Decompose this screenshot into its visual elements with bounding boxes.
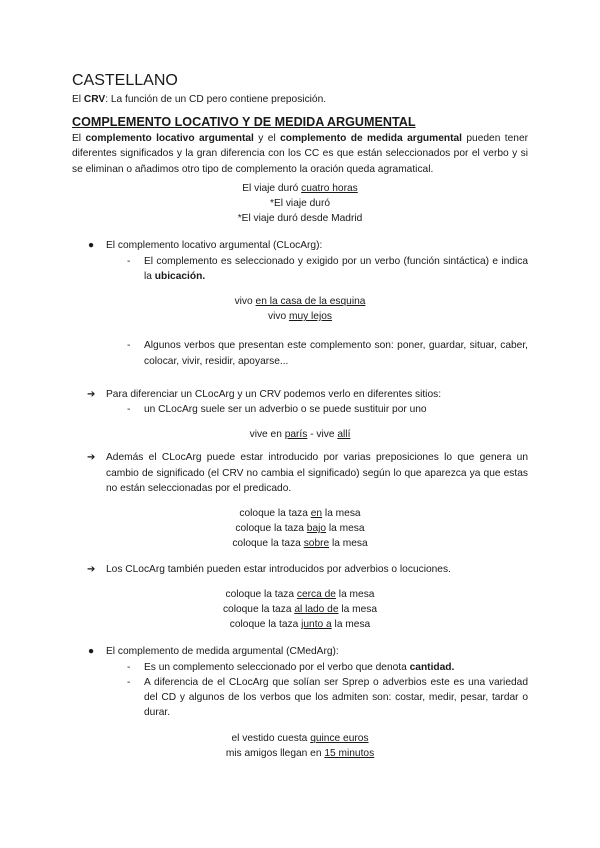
ex-underlined: cuatro horas <box>301 182 358 194</box>
ex-text: la mesa <box>338 604 378 616</box>
sub-item <box>72 254 528 284</box>
sub-text <box>144 660 528 675</box>
sub-item <box>72 338 528 368</box>
dash-icon: - <box>127 676 131 688</box>
sub-text: A diferencia de el CLocArg que solían ser Sprep o adverbios este es una variedad del CD y algunos de los verbos que los admiten son: costar, medir, pesar, tardar o durar. <box>144 676 528 719</box>
example-block-1 <box>72 181 528 227</box>
ex-underlined: al lado de <box>294 604 339 616</box>
page-title: CASTELLANO <box>72 72 178 89</box>
ex-text: mis amigos llegan en <box>225 747 325 759</box>
bullet-dot-icon: ● <box>88 646 95 658</box>
ex-text: vivo <box>234 296 256 308</box>
example-line <box>72 617 528 632</box>
ex-underlined: parís <box>284 429 308 441</box>
p1-b: complemento locativo argumental <box>85 133 254 145</box>
sub-text <box>144 254 528 284</box>
ex-text: coloque la taza <box>235 523 307 535</box>
example-line <box>72 309 528 324</box>
sub-item <box>72 660 528 675</box>
arrow-right-icon: ➔ <box>87 388 96 400</box>
dash-icon: - <box>127 255 131 267</box>
ex-text: - vive <box>307 429 338 441</box>
ex-underlined: muy lejos <box>288 311 332 323</box>
ex-text: la mesa <box>326 523 365 535</box>
ex-text: coloque la taza <box>232 538 304 550</box>
bullet-text: El complemento locativo argumental (CLocArg): <box>106 240 323 252</box>
ex-text: la mesa <box>331 619 371 631</box>
ex-text: vivo <box>268 311 289 323</box>
arrow-right-icon: ➔ <box>87 452 96 464</box>
sub-text-a: Es un complemento seleccionado por el verbo que denota <box>144 661 410 673</box>
ex-text: vive en <box>249 429 285 441</box>
example-line <box>72 587 528 602</box>
ex-underlined: 15 minutos <box>324 747 375 759</box>
example-line: *El viaje duró <box>269 198 331 210</box>
ex-underlined: allí <box>337 429 351 441</box>
arrow-item-1 <box>72 387 528 402</box>
ex-underlined: cerca de <box>296 588 336 600</box>
arrow-right-icon: ➔ <box>87 563 96 575</box>
example-line <box>72 746 528 761</box>
sub-text-b: ubicación. <box>154 270 206 282</box>
intro-text-c: : La función de un CD pero contiene preposición. <box>105 94 327 105</box>
p1-a: El <box>72 133 86 145</box>
example-block-3 <box>72 506 528 552</box>
sub-item <box>72 402 528 417</box>
ex-underlined: quince euros <box>310 732 369 744</box>
sub-text-a: El complemento es seleccionado y exigido por un verbo (función sintáctica) e indica la <box>144 255 528 282</box>
p1-c: y el <box>253 133 281 145</box>
example-line <box>72 294 528 309</box>
intro-crv: CRV <box>83 94 106 105</box>
ex-text: El viaje duró <box>242 182 302 194</box>
p1-d: complemento de medida argumental <box>280 133 462 145</box>
intro-text-a: El <box>72 94 84 105</box>
bullet-cmedarg <box>72 644 528 659</box>
arrow-item-3 <box>72 562 528 577</box>
bullet-dot-icon: ● <box>88 240 95 252</box>
ex-text: la mesa <box>322 508 361 520</box>
example-block-5 <box>72 731 528 761</box>
dash-icon: - <box>127 340 131 352</box>
ex-text: coloque la taza <box>222 604 295 616</box>
section-heading: COMPLEMENTO LOCATIVO Y DE MEDIDA ARGUMENTAL <box>72 115 416 130</box>
ex-text: el vestido cuesta <box>231 732 311 744</box>
ex-text: la mesa <box>329 538 368 550</box>
example-block-4 <box>72 587 528 633</box>
bullet-clocarg <box>72 238 528 253</box>
sub-item <box>72 675 528 721</box>
example-line <box>72 521 528 536</box>
arrow-text: Para diferenciar un CLocArg y un CRV podemos verlo en diferentes sitios: <box>106 388 442 400</box>
example-line: *El viaje duró desde Madrid <box>237 213 363 225</box>
p1-e: pueden tener diferentes significados y la gran diferencia con los CC es que están seleccionados por el verbo y si se eliminan o añadimos otro tipo de complemento la oración queda agramatical. <box>72 133 529 175</box>
ex-text: coloque la taza <box>239 508 311 520</box>
dash-icon: - <box>127 661 131 673</box>
ex-underlined: bajo <box>306 523 327 535</box>
sub-text: un CLocArg suele ser un adverbio o se puede sustituir por uno <box>144 404 427 416</box>
example-block-2 <box>72 294 528 324</box>
ex-underlined: en la casa de la esquina <box>255 296 366 308</box>
example-line <box>72 427 528 442</box>
document-page <box>72 70 528 761</box>
example-line <box>72 536 528 551</box>
paragraph-1 <box>72 131 528 177</box>
arrow-text: Además el CLocArg puede estar introducido por varias preposiciones lo que genera un cambio de significado (el CRV no cambia el significado) según lo que aparezca ya que estas no están seleccionadas por el predicado. <box>106 452 528 494</box>
intro-line <box>72 92 528 107</box>
sub-text: Algunos verbos que presentan este complemento son: poner, guardar, situar, caber, colocar, vivir, residir, apoyarse... <box>144 340 528 367</box>
ex-text: coloque la taza <box>225 588 297 600</box>
ex-underlined: junto a <box>301 619 332 631</box>
ex-underlined: en <box>310 508 323 520</box>
example-line <box>72 506 528 521</box>
sub-text-b: cantidad. <box>409 661 455 673</box>
bullet-text: El complemento de medida argumental (CMedArg): <box>106 646 339 658</box>
example-line <box>72 731 528 746</box>
example-line <box>72 181 528 196</box>
arrow-item-2 <box>72 450 528 496</box>
ex-text: la mesa <box>335 588 375 600</box>
ex-text: coloque la taza <box>229 619 302 631</box>
arrow-text: Los CLocArg también pueden estar introducidos por adverbios o locuciones. <box>106 563 451 575</box>
ex-underlined: sobre <box>303 538 330 550</box>
example-line <box>72 602 528 617</box>
dash-icon: - <box>127 404 131 416</box>
